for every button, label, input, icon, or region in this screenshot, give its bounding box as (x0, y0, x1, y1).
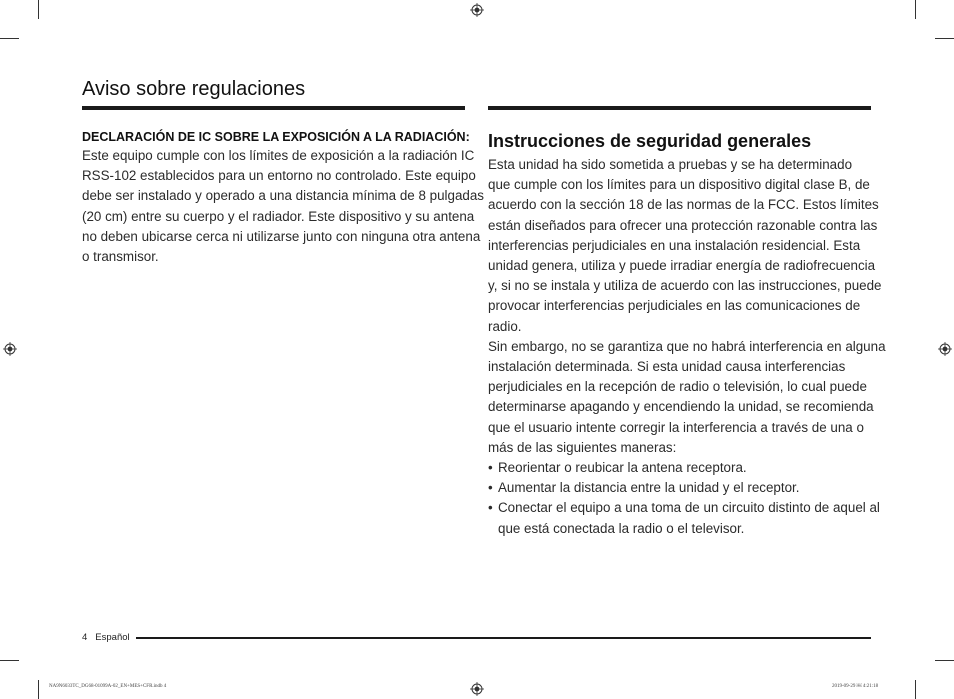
page-number: 4 (82, 632, 88, 643)
text-line: perjudiciales en la recepción de radio o televisión, lo cual puede (488, 379, 867, 395)
safety-instructions-heading: Instrucciones de seguridad generales (488, 131, 812, 151)
text-line: Sin embargo, no se garantiza que no habrá interferencia en alguna (488, 338, 886, 354)
list-item (488, 458, 872, 478)
crop-mark (38, 680, 39, 699)
crop-mark (935, 38, 954, 39)
text-line: no deben ubicarse cerca ni utilizarse junto con ninguna otra antena (82, 228, 481, 244)
page-footer (82, 632, 130, 643)
title-rule-left (82, 106, 465, 110)
text-line: Aumentar la distancia entre la unidad y el receptor. (498, 480, 800, 496)
text-line: determinarse apagando y encendiendo la unidad, se recomienda (488, 399, 874, 415)
text-line: Este equipo cumple con los límites de exposición a la radiación IC (82, 148, 475, 163)
registration-mark-icon (470, 682, 484, 696)
text-line: debe ser instalado y operado a una distancia mínima de 8 pulgadas (82, 188, 484, 204)
text-line: interferencias perjudiciales en una instalación residencial. Esta (488, 237, 861, 253)
title-rule-right (488, 106, 871, 110)
text-line: RSS-102 establecidos para un entorno no controlado. Este equipo (82, 168, 476, 184)
text-line: o transmisor. (82, 249, 159, 265)
text-line: radio. (488, 318, 522, 334)
list-item (488, 478, 872, 498)
text-line: Conectar el equipo a una toma de un circuito distinto de aquel al (498, 500, 880, 516)
interference-paragraph (488, 337, 886, 458)
print-slug-date: 2019-09-29 ￼ 4:21:18 (832, 684, 879, 689)
registration-mark-icon (938, 342, 952, 356)
remedy-list (488, 458, 880, 539)
crop-mark (0, 38, 19, 39)
text-line: provocar interferencias perjudiciales en las comunicaciones de (488, 298, 861, 314)
bullet-icon: • (488, 460, 493, 476)
registration-mark-icon (3, 342, 17, 356)
bullet-icon: • (488, 500, 493, 516)
text-line: que está conectada la radio o el televisor. (498, 520, 745, 536)
crop-mark (915, 680, 916, 699)
text-line: (20 cm) entre su cuerpo y el radiador. Este dispositivo y su antena (82, 208, 475, 224)
registration-mark-icon (470, 3, 484, 17)
bullet-icon: • (488, 480, 493, 496)
ic-declaration-text (82, 146, 484, 267)
crop-mark (935, 660, 954, 661)
text-line: instalación determinada. Si esta unidad causa interferencias (488, 359, 846, 375)
left-column (82, 128, 484, 267)
list-item (488, 498, 880, 538)
text-line: acuerdo con la sección 18 de las normas de la FCC. Estos límites (488, 197, 879, 213)
text-line: Reorientar o reubicar la antena receptora. (498, 460, 747, 476)
crop-mark (915, 0, 916, 19)
fcc-paragraph (488, 155, 882, 337)
text-line: y, si no se instala y utiliza de acuerdo con las instrucciones, puede (488, 278, 882, 294)
print-slug-file: NA9N6033TC_DG68-01099A-02_EN+MES+CFR.indb 4 (49, 684, 167, 689)
text-line: están diseñados para ofrecer una protección razonable contra las (488, 217, 878, 233)
crop-mark (38, 0, 39, 19)
crop-mark (0, 660, 19, 661)
right-column (488, 128, 886, 539)
text-line: Esta unidad ha sido sometida a pruebas y se ha determinado (488, 157, 853, 172)
text-line: más de las siguientes maneras: (488, 439, 677, 455)
footer-rule (136, 637, 871, 639)
footer-language: Español (95, 632, 130, 643)
text-line: que el usuario intente corregir la interferencia a través de una o (488, 419, 864, 435)
text-line: unidad genera, utiliza y puede irradiar energía de radiofrecuencia (488, 258, 876, 274)
ic-declaration-heading: DECLARACIÓN DE IC SOBRE LA EXPOSICIÓN A LA RADIACIÓN: (82, 130, 470, 144)
page-title: Aviso sobre regulaciones (82, 78, 306, 100)
text-line: que cumple con los límites para un dispositivo digital clase B, de (488, 177, 870, 193)
